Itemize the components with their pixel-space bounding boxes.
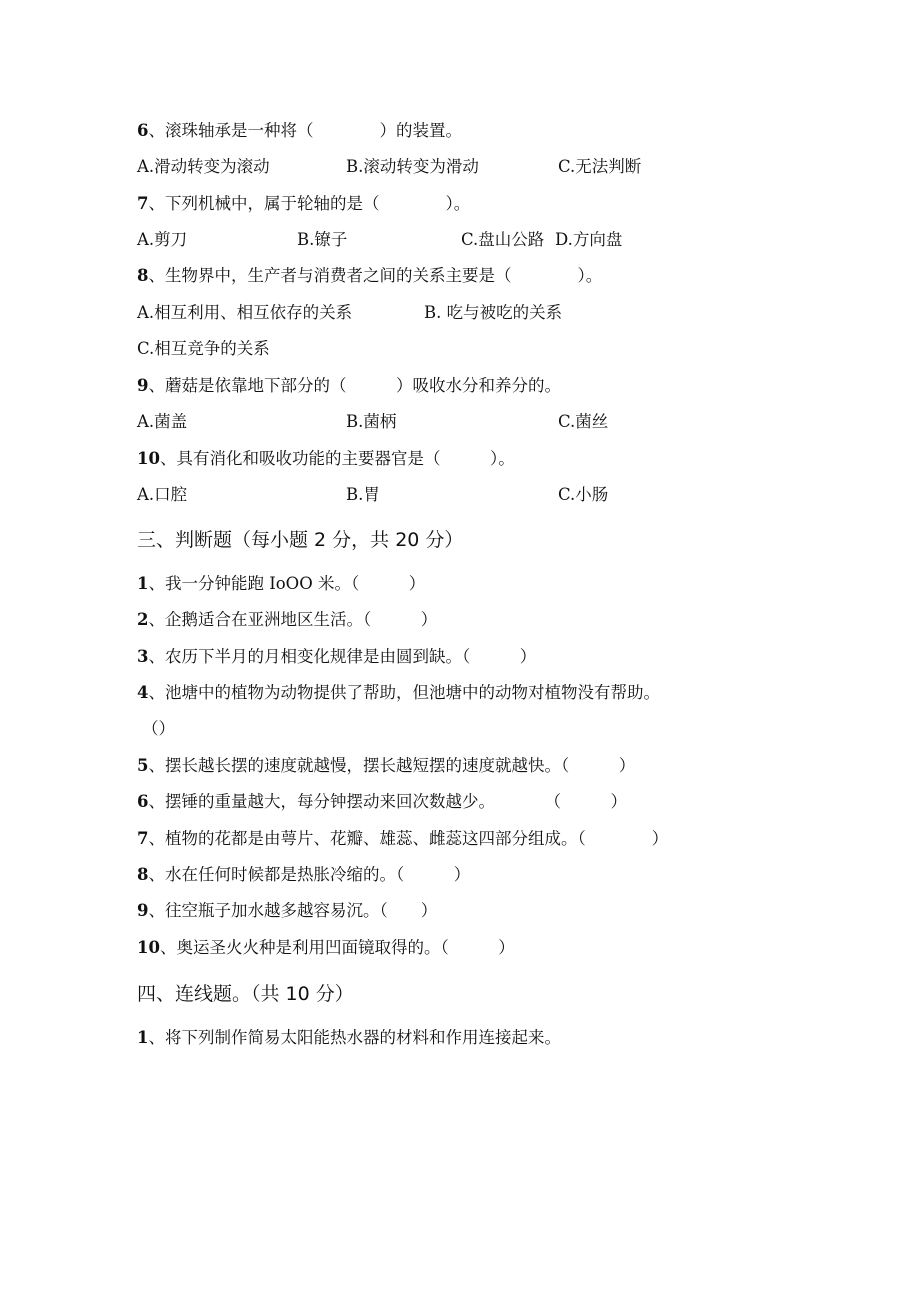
option-b: B.镣子 — [297, 230, 348, 249]
option-a: A.滑动转变为滚动 — [137, 157, 270, 176]
question-8: 8、生物界中，生产者与消费者之间的关系主要是（ ）。 — [137, 266, 603, 285]
option-c: C.相互竞争的关系 — [137, 339, 270, 358]
judge-item: 6、摆锤的重量越大，每分钟摆动来回次数越少。 （ ） — [137, 792, 627, 811]
judge-item: 10、奥运圣火火种是利用凹面镜取得的。（ ） — [137, 938, 515, 957]
judge-item-continuation: （） — [142, 719, 175, 738]
option-b: B.菌柄 — [346, 412, 397, 431]
option-a: A.口腔 — [137, 485, 188, 504]
question-9: 9、蘑菇是依靠地下部分的（ ）吸收水分和养分的。 — [137, 376, 561, 395]
option-b: B.胃 — [346, 485, 380, 504]
option-a: A.菌盖 — [137, 412, 188, 431]
option-c: C.菌丝 — [558, 412, 609, 431]
option-b: B. 吃与被吃的关系 — [424, 303, 563, 322]
judge-item: 2、企鹅适合在亚洲地区生活。（ ） — [137, 610, 438, 629]
judge-item: 1、我一分钟能跑 IoOO 米。（ ） — [137, 574, 426, 593]
section-heading-judge: 三、判断题（每小题 2 分，共 20 分） — [137, 529, 464, 551]
section-heading-link: 四、连线题。（共 10 分） — [137, 983, 354, 1005]
question-10: 10、具有消化和吸收功能的主要器官是（ ）。 — [137, 449, 515, 468]
question-7: 7、下列机械中，属于轮轴的是（ ）。 — [137, 194, 471, 213]
judge-item: 7、植物的花都是由萼片、花瓣、雄蕊、雌蕊这四部分组成。（ ） — [137, 829, 669, 848]
judge-item: 3、农历下半月的月相变化规律是由圆到缺。（ ） — [137, 647, 537, 666]
judge-item: 5、摆长越长摆的速度就越慢，摆长越短摆的速度就越快。（ ） — [137, 756, 636, 775]
judge-item: 9、往空瓶子加水越多越容易沉。（ ） — [137, 901, 438, 920]
option-b: B.滚动转变为滑动 — [346, 157, 479, 176]
option-d: D.方向盘 — [555, 230, 623, 249]
option-c: C.无法判断 — [558, 157, 642, 176]
option-a: A.剪刀 — [137, 230, 188, 249]
judge-item: 8、水在任何时候都是热胀冷缩的。（ ） — [137, 865, 471, 884]
question-6: 6、滚珠轴承是一种将（ ）的装置。 — [137, 121, 462, 140]
judge-item: 4、池塘中的植物为动物提供了帮助，但池塘中的动物对植物没有帮助。 — [137, 683, 660, 702]
link-item: 1、将下列制作简易太阳能热水器的材料和作用连接起来。 — [137, 1028, 561, 1047]
option-c: C.盘山公路 — [461, 230, 545, 249]
option-a: A.相互利用、相互依存的关系 — [137, 303, 353, 322]
option-c: C.小肠 — [558, 485, 609, 504]
